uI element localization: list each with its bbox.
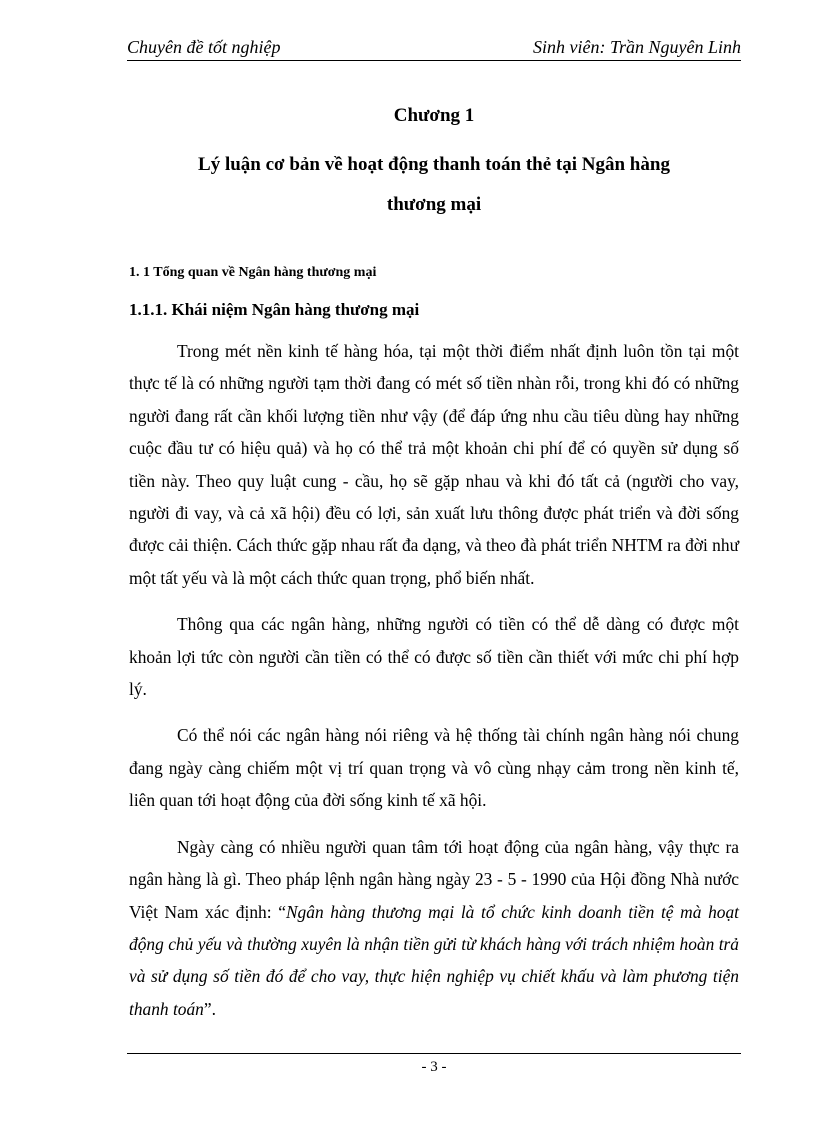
- page-number: - 3 -: [421, 1059, 447, 1075]
- body-text: [129, 335, 739, 1039]
- paragraph: Có thể nói các ngân hàng nói riêng và hệ thống tài chính ngân hàng nói chung đang ngày càng chiếm một vị trí quan trọng và vô cùng nhạy cảm trong nền kinh tế, liên quan tới hoạt động của đời sống kinh tế xã hội.: [129, 725, 739, 811]
- paragraph-definition: [129, 831, 739, 1025]
- section-heading-1: 1. 1 Tổng quan về Ngân hàng thương mại: [129, 265, 377, 280]
- header-course-title: Chuyên đề tốt nghiệp: [127, 37, 281, 57]
- chapter-label: Chương 1: [393, 105, 475, 126]
- subsection-heading-1-1-1: 1.1.1. Khái niệm Ngân hàng thương mại: [129, 300, 420, 319]
- footer-divider: [127, 1053, 741, 1054]
- definition-quote: Ngân hàng thương mại là tổ chức kinh doanh tiền tệ mà hoạt động chủ yếu và thường xuyên là nhận tiền gửi từ khách hàng với trách nhiệm hoàn trả và sử dụng số tiền đó để cho vay, thực hiện nghiệp vụ chiết khấu và làm phương tiện thanh toán: [129, 901, 739, 1019]
- definition-end: ”.: [203, 998, 216, 1019]
- paragraph: Trong mét nền kinh tế hàng hóa, tại một thời điểm nhất định luôn tồn tại một thực tế là có những người tạm thời đang có mét số tiền nhàn rỗi, trong khi đó có những người đang rất cần khối lượng tiền như vậy (để đáp ứng nhu cầu tiêu dùng hay những cuộc đầu tư có hiệu quả) và họ có thể trả một khoản chi phí để có quyền sử dụng số tiền này. Theo quy luật cung - cầu, họ sẽ gặp nhau và khi đó tất cả (người cho vay, người đi vay, và cả xã hội) đều có lợi, sản xuất lưu thông được phát triển và đời sống được cải thiện. Cách thức gặp nhau rất đa dạng, và theo đà phát triển NHTM ra đời như một tất yếu và là một cách thức quan trọng, phổ biến nhất.: [129, 341, 739, 588]
- paragraph: Thông qua các ngân hàng, những người có tiền có thể dễ dàng có được một khoản lợi tức còn người cần tiền có thể có được số tiền cần thiết với mức chi phí hợp lý.: [129, 614, 739, 700]
- page-header: [127, 36, 741, 61]
- header-student-name: Sinh viên: Trần Nguyên Linh: [533, 37, 741, 57]
- definition-intro: Ngày càng có nhiều người quan tâm tới hoạt động của ngân hàng, vậy thực ra ngân hàng là gì. Theo pháp lệnh ngân hàng ngày 23 - 5 - 1990 của Hội đồng Nhà nước Việt Nam xác định: “: [129, 836, 739, 922]
- chapter-title: Lý luận cơ bản về hoạt động thanh toán thẻ tại Ngân hàng thương mại: [198, 154, 670, 215]
- chapter-heading: [127, 102, 741, 225]
